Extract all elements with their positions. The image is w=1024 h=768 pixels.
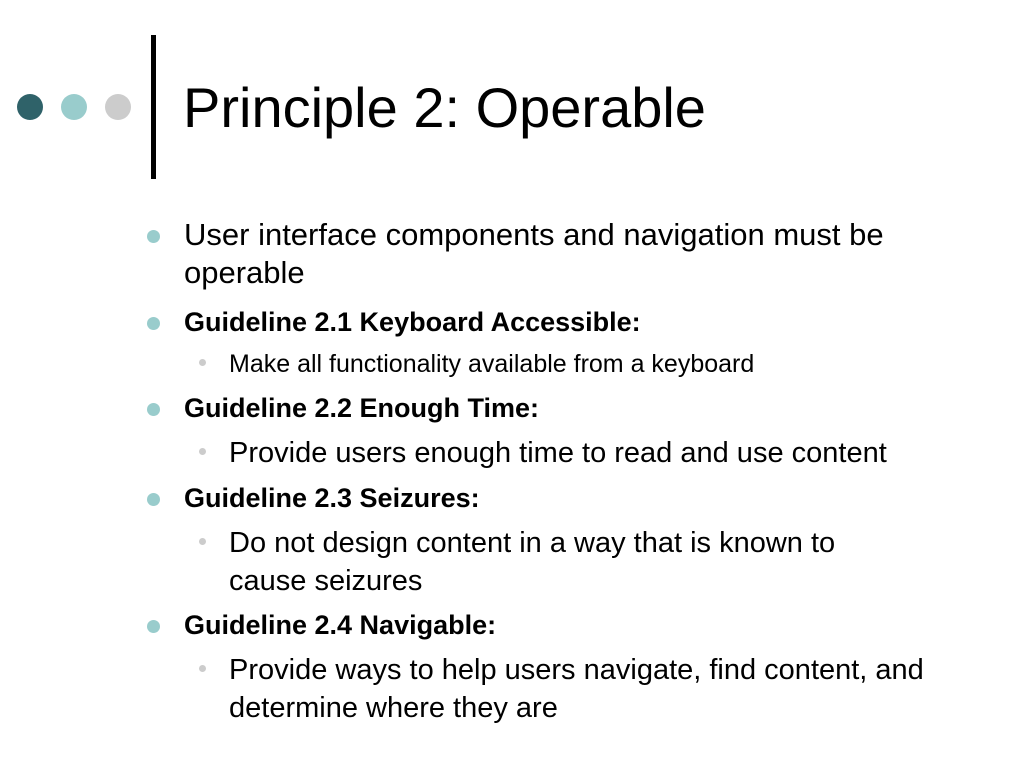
sub-bullet-text: Provide ways to help users navigate, find content, and determine where they are: [229, 654, 924, 724]
bullet-text: User interface components and navigation must be operable: [184, 217, 884, 290]
bullet-text: Guideline 2.3 Seizures:: [184, 483, 480, 513]
decorative-dot-mid: [61, 94, 87, 120]
bullet-dot: [147, 317, 160, 330]
bullet-text: Guideline 2.4 Navigable:: [184, 610, 497, 640]
sub-bullet-dot: [199, 665, 206, 672]
sub-bullet-text: Provide users enough time to read and use content: [229, 437, 887, 469]
decorative-dot-dark: [17, 94, 43, 120]
bullet-text: Guideline 2.1 Keyboard Accessible:: [184, 307, 641, 337]
bullet-dot: [147, 620, 160, 633]
sub-bullet-dot: [199, 448, 206, 455]
decorative-dot-light: [105, 94, 131, 120]
bullet-dot: [147, 493, 160, 506]
bullet-text: Guideline 2.2 Enough Time:: [184, 393, 540, 423]
title-divider: [151, 35, 156, 179]
sub-bullet-dot: [199, 538, 206, 545]
bullet-dot: [147, 403, 160, 416]
sub-bullet-text: Make all functionality available from a keyboard: [229, 350, 755, 378]
sub-bullet-dot: [199, 359, 206, 366]
sub-bullet-text: Do not design content in a way that is known to cause seizures: [229, 527, 836, 597]
slide-title: Principle 2: Operable: [183, 76, 706, 139]
bullet-dot: [147, 230, 160, 243]
